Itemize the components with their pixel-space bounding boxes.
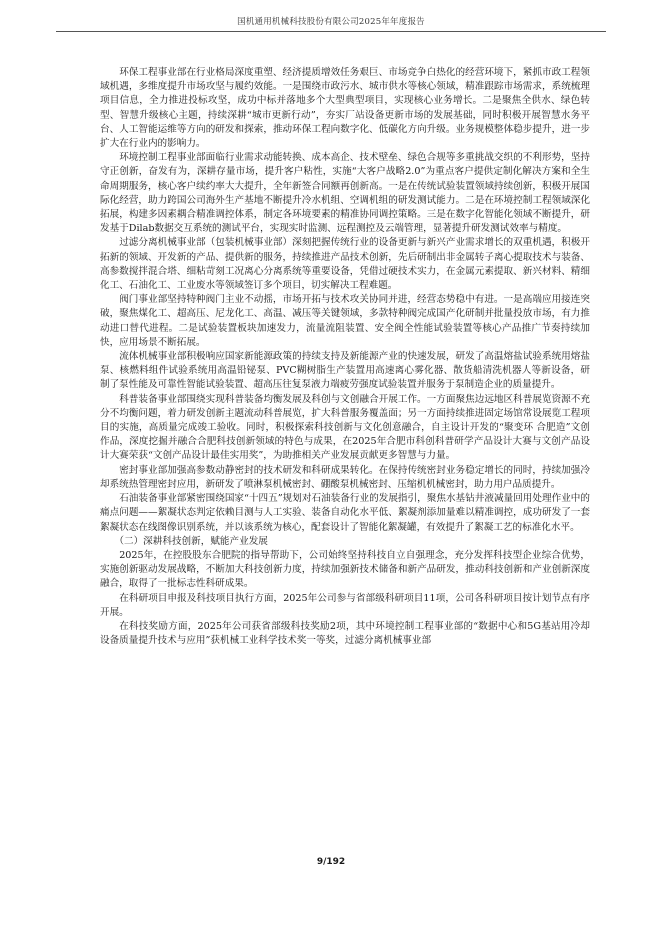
page-number: 9/192: [316, 857, 346, 867]
paragraph-environmental-engineering: 环保工程事业部在行业格局深度重塑、经济提质增效任务艰巨、市场竞争白热化的经营环境下，紧抓市政工程领域机遇，多维度提升市场攻坚与履约效能。一是围绕市政污水、城市供水等核心领域，精准跟踪市场需求，系统梳理项目信息，全力推进投标攻坚，成功中标并落地多个大型典型项目，实现核心业务增长。二是聚焦全供水、绿色转型、智慧升级核心主题，持续深耕“城市更新行动”，夯实厂站设备更新市场的发展基础，同时积极开展智慧水务平台、人工智能运维等方向的研发和探索，推动环保工程向数字化、低碳化方向升级。业务规模整体稳步提升，进一步扩大在行业内的影响力。: [100, 67, 590, 150]
paragraph-environment-control: 环境控制工程事业部面临行业需求动能转换、成本高企、技术壁垒、绿色合规等多重挑战交织的不利形势，坚持守正创新，奋发有为，深耕存量市场，提升客户粘性，实施“大客户战略2.0”为重点客户提供定制化解决方案和全生命周期服务，核心客户续约率大大提升，全年新签合同额再创新高。一是在传统试验装置领域持续创新，积极开展国际化经营，助力跨国公司海外生产基地不断提升冷水机组、空调机组的研发测试能力。二是在环境控制工程领域深化拓展，构建多因素耦合精准调控体系，制定各环境要素的精准协同调控策略。三是在数字化智能化领域不断提升，研发基于Dilab数据交互系统的测试平台，实现实时监测、远程测控及云端管理，显著提升研发测试效率与精度。: [100, 152, 590, 235]
paragraph-science-awards: 在科技奖励方面，2025年公司获省部级科技奖励2项，其中环境控制工程事业部的“数据中心和5G基站用冷却设备质量提升技术与应用”获机械工业科学技术奖一等奖，过滤分离机械事业部: [100, 620, 590, 647]
header-divider: [56, 31, 606, 32]
page-body: [100, 66, 590, 648]
paragraph-petroleum-equipment: 石油装备事业部紧密围绕国家“十四五”规划对石油装备行业的发展指引，聚焦水基钻井液减量回用处理作业中的痛点问题——絮凝状态判定依赖目测与人工实验、装备自动化水平低、絮凝剂添加量难以精准调控，成功研发了一套絮凝状态在线图像识别系统，并以该系统为核心，配套设计了智能化絮凝罐，有效提升了絮凝工艺的标准化水平。: [100, 493, 590, 533]
section-heading: （二）深耕科技创新，赋能产业发展: [114, 535, 268, 547]
paragraph-seals: 密封事业部加强高参数动静密封的技术研发和科研成果转化。在保持传统密封业务稳定增长的同时，持续加强冷却系统热管理密封应用，新研发了喷淋泵机械密封、硼酸泵机械密封、压缩机机械密封，助力用户品质提升。: [100, 464, 590, 490]
paragraph-research-projects: 在科研项目申报及科技项目执行方面，2025年公司参与省部级科研项目11项，公司各科研项目按计划节点有序开展。: [100, 592, 590, 618]
page-header: 国机通用机械科技股份有限公司2025年年度报告: [237, 17, 425, 27]
paragraph-science-equipment: 科普装备事业部围绕实现科普装备均衡发展及科创与文创融合开展工作。一方面聚焦边远地区科普展览资源不充分不均衡问题，着力研发创新主题流动科普展览，扩大科普服务覆盖面；另一方面持续推进固定场馆常设展览工程项目的实施，高质量完成竣工验收。同时，积极探索科技创新与文化创意融合，自主设计开发的“聚变环 合肥造”文创作品，深度挖掘并融合合肥科技创新领域的特色与成果，在2025年合肥市科创科普研学产品设计大赛与文创产品设计大赛荣获“文创产品设计最佳实用奖”，为助推相关产业发展贡献更多智慧与力量。: [100, 393, 590, 462]
paragraph-filtration-separation: 过滤分离机械事业部（包装机械事业部）深刻把握传统行业的设备更新与新兴产业需求增长的双重机遇，积极开拓新的领域、开发新的产品、提供新的服务，持续推进产品技术创新，先后研制出非金属转子离心提取技术与装备、高参数搅拌混合塔、细粘苛刻工况离心分离系统等重要设备，凭借过硬技术实力，在金属元素提取、新兴材料、精细化工、石油化工、工业废水等领域签订多个项目，切实解决工程难题。: [100, 237, 590, 292]
paragraph-valves: 阀门事业部坚持特种阀门主业不动摇，市场开拓与技术攻关协同并进，经营态势稳中有进。一是高端应用接连突破，聚焦煤化工、超高压、尼龙化工、高温、减压等关键领域，多款特种阀完成国产化研制并批量投放市场，有力推动进口替代进程。二是试验装置板块加速发力，流量流阻装置、安全阀全性能试验装置等核心产品推广节奏持续加快，应用场景不断拓展。: [100, 294, 590, 348]
paragraph-fluid-machinery: 流体机械事业部积极响应国家新能源政策的持续支持及新能源产业的快速发展，研发了高温熔盐试验系统用熔盐泵、核燃料组件试验系统用高温铅铋泵、PVC糊树脂生产装置用高速离心雾化器、散货船清洗机器人等新设备，研制了泵性能及可靠性智能试验装置、超高压往复泵液力端疲劳强度试验装置并服务于泵制造企业的质量提升。: [100, 351, 590, 391]
paragraph-innovation-overview: 2025年，在控股股东合肥院的指导帮助下，公司始终坚持科技自立自强理念，充分发挥科技型企业综合优势，实施创新驱动发展战略，不断加大科技创新力度，持续加强新技术储备和新产品研发，推动科技创新和产业创新深度融合，取得了一批标志性科研成果。: [100, 549, 590, 590]
